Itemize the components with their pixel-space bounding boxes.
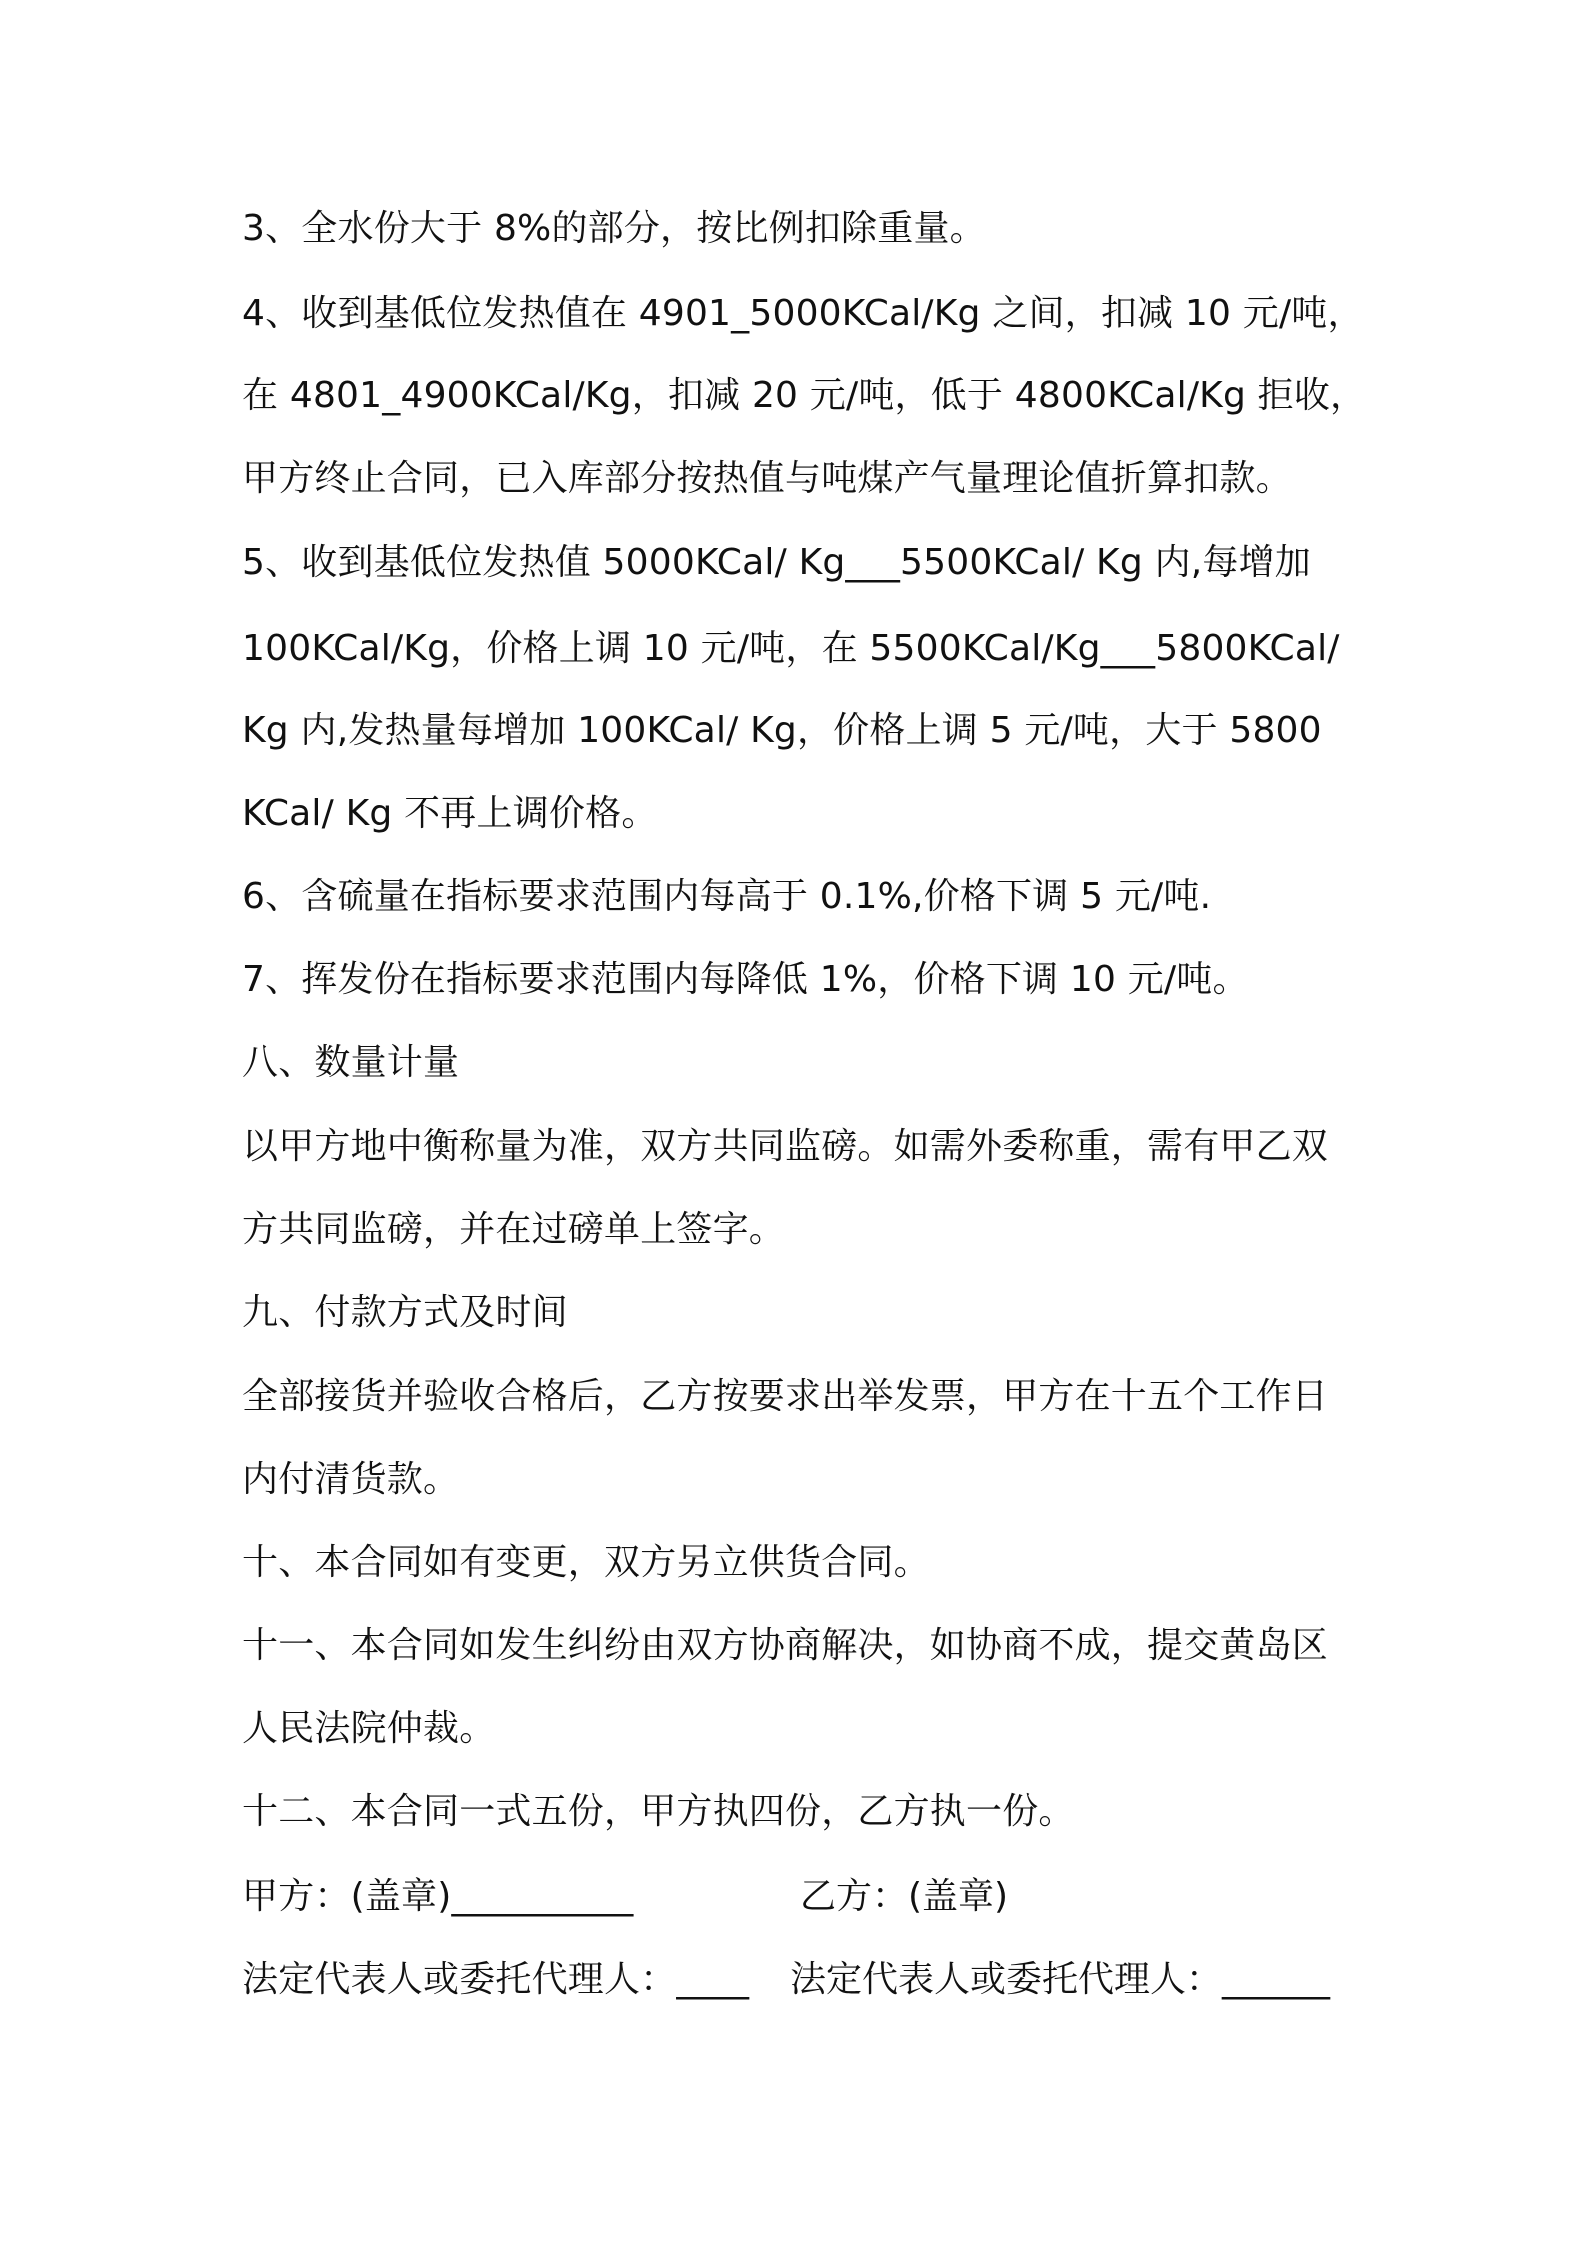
clause-4-line-3: 甲方终止合同，已入库部分按热值与吨煤产气量理论值折算扣款。	[242, 458, 1292, 499]
section-8-line-1: 以甲方地中衡称量为准，双方共同监磅。如需外委称重，需有甲乙双	[242, 1126, 1329, 1167]
clause-5-line-1: 5、收到基低位发热值 5000KCal/ Kg___5500KCal/ Kg 内,每增加	[242, 542, 1312, 583]
section-10: 十、本合同如有变更，双方另立供货合同。	[242, 1542, 930, 1583]
clause-5-line-2: 100KCal/Kg，价格上调 10 元/吨，在 5500KCal/Kg___5800KCal/	[242, 628, 1340, 669]
clause-4-line-1: 4、收到基低位发热值在 4901_5000KCal/Kg 之间，扣减 10 元/吨，	[242, 293, 1364, 334]
clause-6: 6、含硫量在指标要求范围内每高于 0.1%,价格下调 5 元/吨.	[242, 876, 1212, 917]
party-b-representative: 法定代表人或委托代理人：______	[790, 1959, 1331, 2000]
party-a-representative: 法定代表人或委托代理人：____	[242, 1959, 750, 2000]
party-b-seal: 乙方：(盖章)	[800, 1876, 1009, 1917]
section-9-line-1: 全部接货并验收合格后，乙方按要求出举发票，甲方在十五个工作日	[242, 1376, 1329, 1417]
section-8-heading: 八、数量计量	[242, 1042, 460, 1083]
section-9-heading: 九、付款方式及时间	[242, 1292, 568, 1333]
section-8-line-2: 方共同监磅，并在过磅单上签字。	[242, 1209, 786, 1250]
clause-5-line-3: Kg 内,发热量每增加 100KCal/ Kg，价格上调 5 元/吨，大于 5800	[242, 710, 1322, 751]
clause-4-line-2: 在 4801_4900KCal/Kg，扣减 20 元/吨，低于 4800KCal/Kg 拒收，	[242, 375, 1367, 416]
clause-3: 3、全水份大于 8%的部分，按比例扣除重量。	[242, 208, 986, 249]
section-9-line-2: 内付清货款。	[242, 1459, 460, 1500]
clause-5-line-4: KCal/ Kg 不再上调价格。	[242, 793, 658, 834]
section-11-line-1: 十一、本合同如发生纠纷由双方协商解决，如协商不成，提交黄岛区	[242, 1625, 1329, 1666]
party-a-seal: 甲方：(盖章)__________	[242, 1876, 634, 1917]
clause-7: 7、挥发份在指标要求范围内每降低 1%，价格下调 10 元/吨。	[242, 959, 1249, 1000]
section-11-line-2: 人民法院仲裁。	[242, 1708, 496, 1749]
section-12: 十二、本合同一式五份，甲方执四份，乙方执一份。	[242, 1791, 1075, 1832]
